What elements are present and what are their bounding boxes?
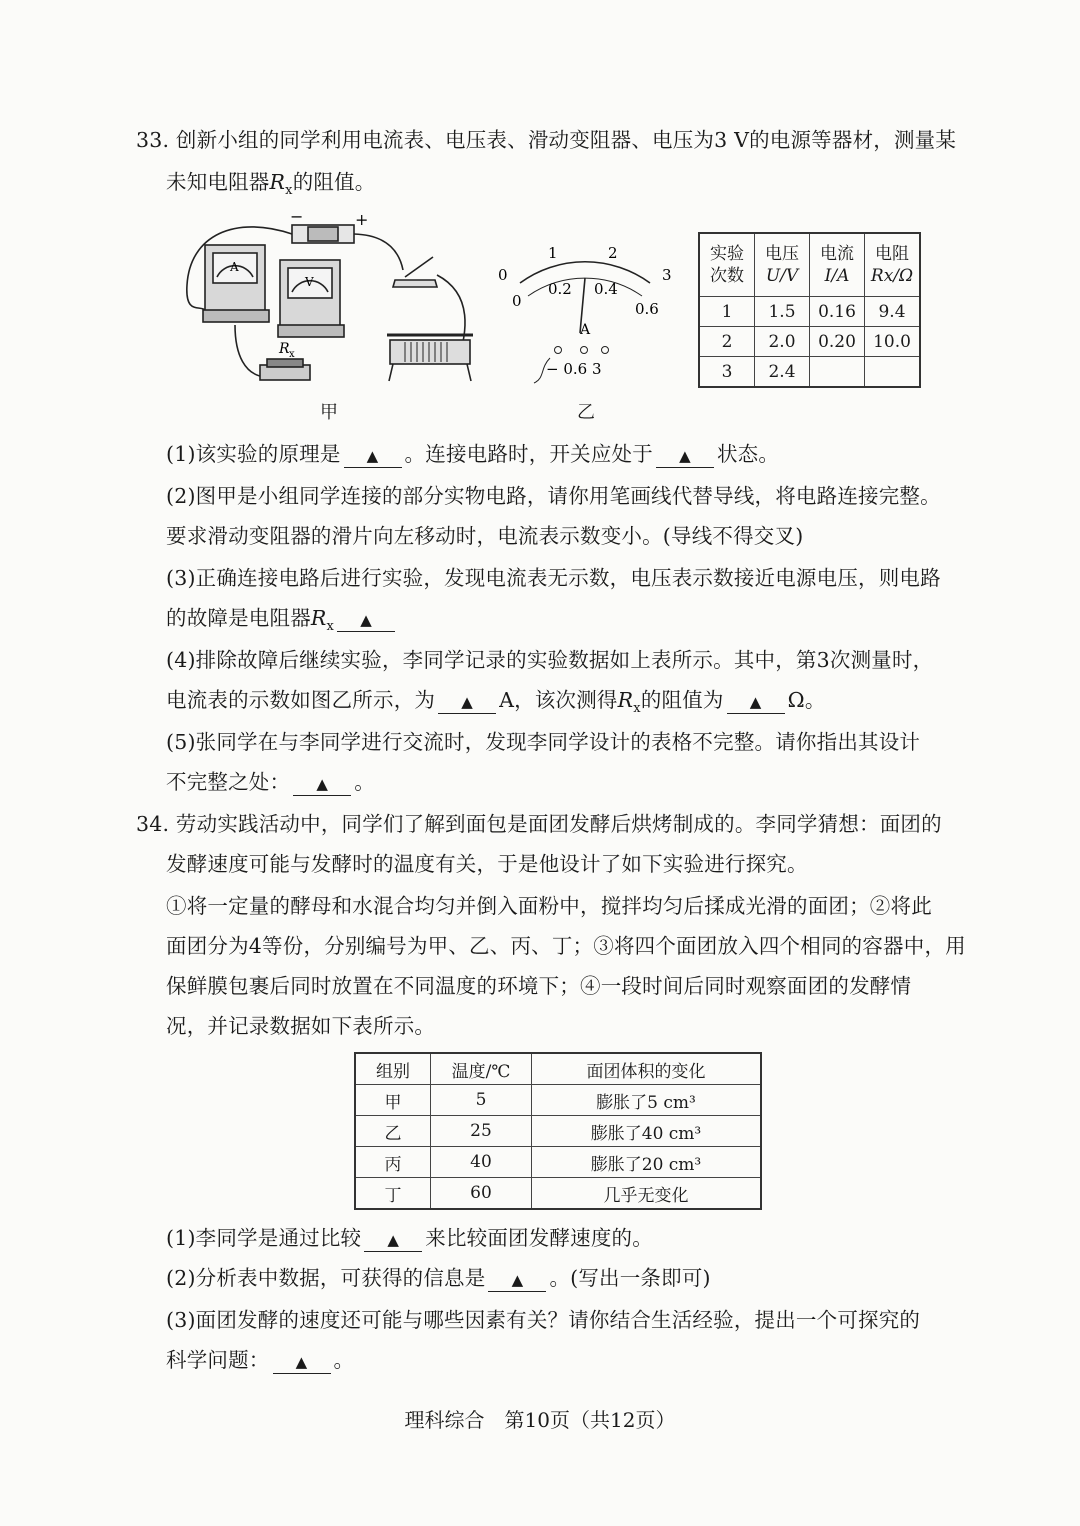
ammeter-unit: A xyxy=(580,322,591,338)
q33-stem-line1: 33. 创新小组的同学利用电流表、电压表、滑动变阻器、电压为3 V的电源等器材，测量某 xyxy=(136,128,957,152)
scale-bottom-0-4: 0.4 xyxy=(594,280,618,298)
table-row: 甲 5 膨胀了5 cm³ xyxy=(355,1085,761,1116)
q33-part5-line1: (5)张同学在与李同学进行交流时，发现李同学设计的表格不完整。请你指出其设计 xyxy=(166,730,921,754)
answer-blank[interactable]: ▲ xyxy=(273,1349,331,1374)
q34-part2: (2)分析表中数据，可获得的信息是 ▲ 。(写出一条即可) xyxy=(166,1266,711,1290)
q34-procedure-line4: 况，并记录数据如下表所示。 xyxy=(166,1014,436,1038)
table-row: 1 1.5 0.16 9.4 xyxy=(699,297,920,327)
scale-top-3: 3 xyxy=(662,266,672,284)
ammeter-letter: A xyxy=(230,260,239,274)
answer-blank[interactable]: ▲ xyxy=(438,689,496,714)
q34-part1: (1)李同学是通过比较 ▲ 来比较面团发酵速度的。 xyxy=(166,1226,653,1250)
q34-part3-line2: 科学问题： ▲ 。 xyxy=(166,1348,355,1372)
q33-part4-line1: (4)排除故障后继续实验，李同学记录的实验数据如上表所示。其中，第3次测量时， xyxy=(166,648,934,672)
q34-data-table xyxy=(354,1052,762,1210)
q33-stem-line2 xyxy=(166,168,376,205)
q33-stem-text-end: 的阻值。 xyxy=(292,170,376,194)
rx-figure-subscript: x xyxy=(289,349,295,360)
voltmeter-letter: V xyxy=(305,275,314,289)
scale-top-1: 1 xyxy=(548,244,558,262)
rx-symbol: R xyxy=(269,170,286,194)
q34-procedure-line1: ①将一定量的酵母和水混合均匀并倒入面粉中，搅拌均匀后揉成光滑的面团；②将此 xyxy=(166,894,932,918)
q33-part2-line2: 要求滑动变阻器的滑片向左移动时，电流表示数变小。(导线不得交叉) xyxy=(166,524,804,548)
ammeter-terminals: − 0.6 3 xyxy=(546,360,602,378)
q33-part1: (1)该实验的原理是 ▲ 。连接电路时，开关应处于 ▲ 状态。 xyxy=(166,442,780,466)
answer-blank[interactable]: ▲ xyxy=(364,1227,422,1252)
scale-bottom-0-2: 0.2 xyxy=(548,280,572,298)
q34-part3-line1: (3)面团发酵的速度还可能与哪些因素有关？请你结合生活经验，提出一个可探究的 xyxy=(166,1308,921,1332)
table-row: 3 2.4 xyxy=(699,357,920,388)
table-header-cell: 电流 I/A xyxy=(810,233,865,297)
scale-top-2: 2 xyxy=(608,244,618,262)
answer-blank[interactable]: ▲ xyxy=(488,1267,546,1292)
ammeter-dial-figure-yi xyxy=(490,238,680,393)
table-row: 乙 25 膨胀了40 cm³ xyxy=(355,1116,761,1147)
q33-part5-line2: 不完整之处： ▲ 。 xyxy=(166,770,375,794)
table-row: 丁 60 几乎无变化 xyxy=(355,1178,761,1210)
q34-stem-line1: 34. 劳动实践活动中，同学们了解到面包是面团发酵后烘烤制成的。李同学猜想：面团的 xyxy=(136,812,942,836)
table-header-cell: 实验 次数 xyxy=(699,233,755,297)
scale-bottom-0: 0 xyxy=(512,292,522,310)
q33-part3-line1: (3)正确连接电路后进行实验，发现电流表无示数，电压表示数接近电源电压，则电路 xyxy=(166,566,941,590)
scale-top-0: 0 xyxy=(498,266,508,284)
answer-blank[interactable]: ▲ xyxy=(727,689,785,714)
table-header-cell: 电阻 Rx/Ω xyxy=(865,233,921,297)
table-header-row: 组别 温度/℃ 面团体积的变化 xyxy=(355,1053,761,1085)
q34-procedure-line3: 保鲜膜包裹后同时放置在不同温度的环境下；④一段时间后同时观察面团的发酵情 xyxy=(166,974,912,998)
q34-procedure-line2: 面团分为4等份，分别编号为甲、乙、丙、丁；③将四个面团放入四个相同的容器中，用 xyxy=(166,934,966,958)
q33-part4-line2: 电流表的示数如图乙所示，为 ▲ A，该次测得$R_x$的阻值为 ▲ Ω。 xyxy=(166,688,826,717)
scale-bottom-0-6: 0.6 xyxy=(635,300,659,318)
battery-plus-label: + xyxy=(355,210,369,229)
table-row: 2 2.0 0.20 10.0 xyxy=(699,327,920,357)
answer-blank[interactable]: ▲ xyxy=(656,443,714,468)
q33-part3-line2: 的故障是电阻器$R_x$ ▲ xyxy=(166,604,398,641)
q33-part2-line1: (2)图甲是小组同学连接的部分实物电路，请你用笔画线代替导线，将电路连接完整。 xyxy=(166,484,941,508)
q34-stem-line2: 发酵速度可能与发酵时的温度有关，于是他设计了如下实验进行探究。 xyxy=(166,852,808,876)
rx-subscript: x xyxy=(285,183,293,199)
table-header-row xyxy=(699,233,920,297)
q33-stem-text: 未知电阻器 xyxy=(166,170,270,194)
q33-data-table xyxy=(698,232,921,388)
figure-label-jia: 甲 xyxy=(320,402,338,423)
circuit-figure-jia xyxy=(175,205,485,395)
battery-minus-label: − xyxy=(290,207,304,226)
answer-blank[interactable]: ▲ xyxy=(293,771,351,796)
table-row: 丙 40 膨胀了20 cm³ xyxy=(355,1147,761,1178)
figure-label-yi: 乙 xyxy=(577,402,595,423)
table-header-cell: 电压 U/V xyxy=(755,233,810,297)
answer-blank[interactable]: ▲ xyxy=(337,607,395,632)
answer-blank[interactable]: ▲ xyxy=(344,443,402,468)
rx-figure-label: R xyxy=(279,341,290,357)
page-footer: 理科综合 第10页（共12页） xyxy=(404,1408,676,1432)
